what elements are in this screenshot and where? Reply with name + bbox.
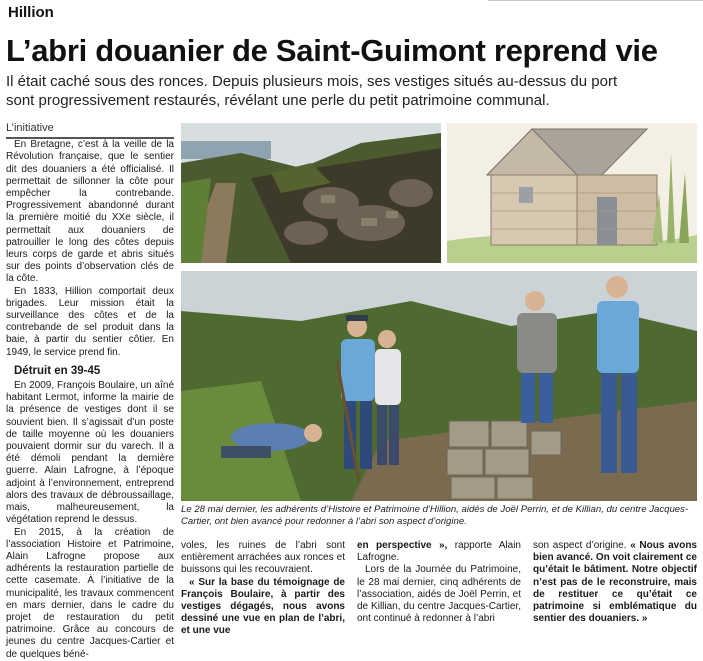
body-text: son aspect d’origine. [533,540,631,551]
left-column [6,122,174,661]
body-paragraph: En Bretagne, c’est à la veille de la Révolution française, que le sentier dit des douaniers a été officialisé. Il permettait de sillonner la côte pour empêcher la contrebande. Progressivement abandonné durant la première moitié du XXe siècle, il permettait aux douaniers de patrouiller le long des côtes depuis leurs corps de garde et abris situés sur des points d’observation clés de la côte. [6,139,174,285]
bottom-column-1 [181,540,345,638]
lede-line: sont progressivement restaurés, révélant une perle du petit patrimoine communal. [6,92,550,109]
attribution: rapporte Alain Lafrogne. [357,540,521,564]
quote-text: « Nous avons bien avancé. On voit clairement ce qu’était le bâtiment. Notre objectif n’est pas de le reconstruire, mais de restituer ce qu’était ce patrimoine si emblématique du sentier des douaniers. » [533,540,697,625]
top-rule [488,0,703,4]
body-paragraph: En 2009, François Boulaire, un aîné habitant Lermot, informe la mairie de la présence de vestiges dont il se souvient bien. Il s’agissait d’un poste de taille moyenne où les douaniers pouvaient dormir sur du varech. Il a été démoli pendant la dernière guerre. Alain Lafrogne, à l’époque adjoint à l’environnement, entreprend alors des travaux de débroussaillage, mais, malheureusement, la végétation reprend le dessus. [6,380,174,526]
body-paragraph: En 1833, Hillion comportait deux brigades. Leur mission était la surveillance des côtes et de la contrebande de sel produit dans la baie, à partir du sentier côtier. En 1949, le service prend fin. [6,285,174,358]
body-paragraph: voles, les ruines de l’abri sont entièrement arrachées aux ronces et buissons qui les recouvraient. [181,540,345,576]
page-title: L’abri douanier de Saint-Guimont reprend vie [6,33,658,68]
bottom-column-2 [357,540,521,625]
section-rubric: Hillion [8,4,54,21]
photo-caption: Le 28 mai dernier, les adhérents d’Histoire et Patrimoine d’Hillion, aidés de Joël Perrin, et de Killian, du centre Jacques-Cartier, ont bien avancé pour redonner à l’abri son aspect d’origine. [181,504,689,527]
quote-end: en perspective », [357,540,448,551]
photo-coastal-path [181,123,441,263]
lede-line: Il était caché sous des ronces. Depuis plusieurs mois, ses vestiges situés au-dessus du port [6,73,618,90]
subheading: Détruit en 39-45 [14,364,101,377]
drawing-customs-hut [447,123,697,263]
bottom-column-3 [533,540,697,625]
article-lede [6,72,646,110]
body-paragraph: Lors de la Journée du Patrimoine, le 28 mai dernier, cinq adhérents de l’association, aidés de Joël Perrin, et de Killian, du centre Jacques-Cartier, ont continué à redonner à l’abri [357,564,521,625]
quote-paragraph: « Sur la base du témoignage de François Boulaire, à partir des vestiges dégagés, nous avons dessiné une vue en plan de l’abri, et une vue [181,576,345,637]
body-paragraph [533,540,697,625]
photo-volunteers [181,271,697,501]
body-paragraph: En 2015, à la création de l’association Histoire et Patrimoine, Alain Lafrogne propose aux adhérents la restauration partielle de cette casemate. À l’initiative de la municipalité, les travaux commencent en mars dernier, dans le cadre du projet de restauration du petit patrimoine. Grâce au concours de jeunes du centre Jacques-Cartier et de quelques béné- [6,526,174,660]
section-label: L’initiative [6,122,174,139]
body-paragraph [357,540,521,564]
